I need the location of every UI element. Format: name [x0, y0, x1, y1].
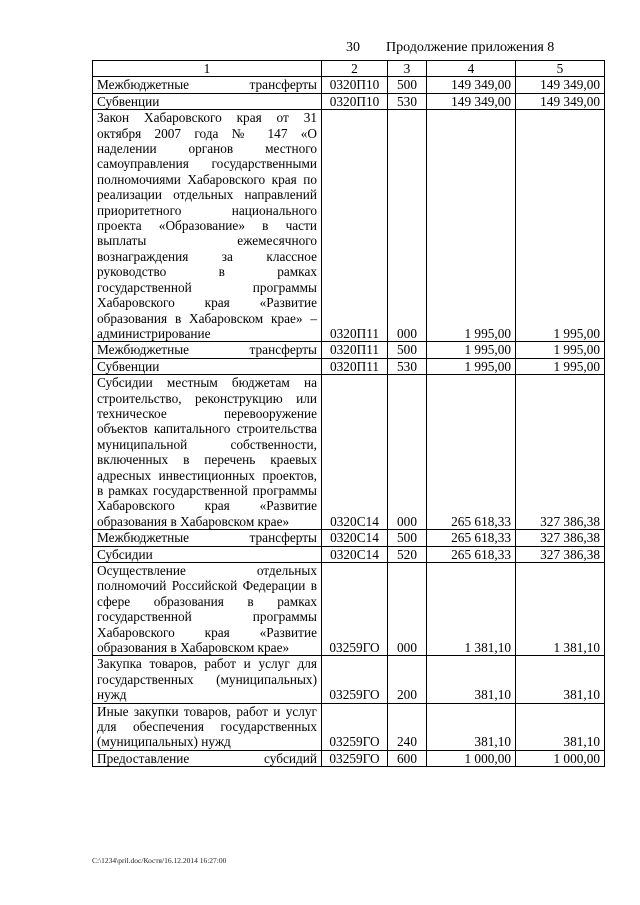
amount-column-4: 149 349,00 — [427, 77, 516, 93]
table-body — [93, 77, 605, 767]
table-row — [93, 342, 605, 358]
amount-column-4: 381,10 — [427, 703, 516, 750]
amount-column-4: 1 995,00 — [427, 342, 516, 358]
table-row — [93, 358, 605, 374]
expense-type-code: 500 — [388, 530, 427, 546]
page-header — [346, 40, 554, 56]
expense-type-code: 500 — [388, 77, 427, 93]
row-name: Закупка товаров, работ и услуг для государственных (муниципальных) нужд — [93, 656, 322, 703]
table-row — [93, 530, 605, 546]
amount-column-5: 327 386,38 — [516, 546, 605, 562]
amount-column-5: 381,10 — [516, 703, 605, 750]
amount-column-4: 1 995,00 — [427, 358, 516, 374]
target-article-code: 03259ГО — [322, 563, 388, 656]
row-name: Иные закупки товаров, работ и услуг для обеспечения государственных (муниципальных) нужд — [93, 703, 322, 750]
target-article-code: 0320С14 — [322, 530, 388, 546]
amount-column-5: 1 995,00 — [516, 358, 605, 374]
expense-type-code: 520 — [388, 546, 427, 562]
row-name: Межбюджетные трансферты — [93, 77, 322, 93]
table-header — [93, 61, 605, 77]
amount-column-5: 1 000,00 — [516, 750, 605, 766]
column-number-row — [93, 61, 605, 77]
expense-type-code: 000 — [388, 110, 427, 342]
amount-column-5: 149 349,00 — [516, 93, 605, 109]
amount-column-5: 381,10 — [516, 656, 605, 703]
row-name: Предоставление субсидий — [93, 750, 322, 766]
appendix-title: Продолжение приложения 8 — [386, 40, 555, 55]
table-row — [93, 77, 605, 93]
row-name: Субвенции — [93, 358, 322, 374]
amount-column-4: 265 618,33 — [427, 375, 516, 530]
column-header: 3 — [388, 61, 427, 77]
budget-table — [92, 60, 605, 767]
amount-column-4: 1 000,00 — [427, 750, 516, 766]
amount-column-5: 1 995,00 — [516, 342, 605, 358]
row-name: Закон Хабаровского края от 31 октября 2007 года № 147 «О наделении органов местного самоуправления государственными полномочиями Хабаровского края по реализации отдельных направлений приоритетного национального проекта «Образование» в части выплаты ежемесячного вознаграждения за классное руководство в рамках государственной программы Хабаровского края «Развитие образования в Хабаровском крае» – администрирование — [93, 110, 322, 342]
table-row — [93, 656, 605, 703]
target-article-code: 0320С14 — [322, 546, 388, 562]
row-name: Осуществление отдельных полномочий Российской Федерации в сфере образования в рамках государственной программы Хабаровского края «Развитие образования в Хабаровском крае» — [93, 563, 322, 656]
row-name: Межбюджетные трансферты — [93, 530, 322, 546]
amount-column-5: 1 381,10 — [516, 563, 605, 656]
expense-type-code: 600 — [388, 750, 427, 766]
expense-type-code: 240 — [388, 703, 427, 750]
amount-column-4: 265 618,33 — [427, 530, 516, 546]
row-name: Субсидии местным бюджетам на строительство, реконструкцию или техническое перевооружение объектов капитального строительства муниципальной собственности, включенных в перечень краевых адресных инвестиционных проектов, в рамках государственной программы Хабаровского края «Развитие образования в Хабаровском крае» — [93, 375, 322, 530]
column-header: 1 — [93, 61, 322, 77]
amount-column-4: 265 618,33 — [427, 546, 516, 562]
column-header: 5 — [516, 61, 605, 77]
expense-type-code: 530 — [388, 93, 427, 109]
amount-column-5: 149 349,00 — [516, 77, 605, 93]
target-article-code: 0320П11 — [322, 358, 388, 374]
target-article-code: 0320П10 — [322, 93, 388, 109]
target-article-code: 03259ГО — [322, 656, 388, 703]
expense-type-code: 200 — [388, 656, 427, 703]
table-row — [93, 546, 605, 562]
amount-column-5: 327 386,38 — [516, 375, 605, 530]
table-row — [93, 375, 605, 530]
expense-type-code: 530 — [388, 358, 427, 374]
amount-column-4: 381,10 — [427, 656, 516, 703]
amount-column-5: 1 995,00 — [516, 110, 605, 342]
target-article-code: 0320П10 — [322, 77, 388, 93]
expense-type-code: 000 — [388, 563, 427, 656]
page-number: 30 — [346, 40, 360, 55]
amount-column-4: 149 349,00 — [427, 93, 516, 109]
table-row — [93, 750, 605, 766]
table-row — [93, 110, 605, 342]
column-header: 2 — [322, 61, 388, 77]
amount-column-4: 1 381,10 — [427, 563, 516, 656]
expense-type-code: 000 — [388, 375, 427, 530]
amount-column-5: 327 386,38 — [516, 530, 605, 546]
file-path-footer: C:\1234\pril.doc/Костя/16.12.2014 16:27:00 — [92, 856, 227, 865]
table-row — [93, 93, 605, 109]
target-article-code: 03259ГО — [322, 703, 388, 750]
amount-column-4: 1 995,00 — [427, 110, 516, 342]
target-article-code: 0320П11 — [322, 342, 388, 358]
table-row — [93, 703, 605, 750]
column-header: 4 — [427, 61, 516, 77]
target-article-code: 0320П11 — [322, 110, 388, 342]
row-name: Межбюджетные трансферты — [93, 342, 322, 358]
target-article-code: 0320С14 — [322, 375, 388, 530]
expense-type-code: 500 — [388, 342, 427, 358]
row-name: Субсидии — [93, 546, 322, 562]
table-row — [93, 563, 605, 656]
row-name: Субвенции — [93, 93, 322, 109]
target-article-code: 03259ГО — [322, 750, 388, 766]
